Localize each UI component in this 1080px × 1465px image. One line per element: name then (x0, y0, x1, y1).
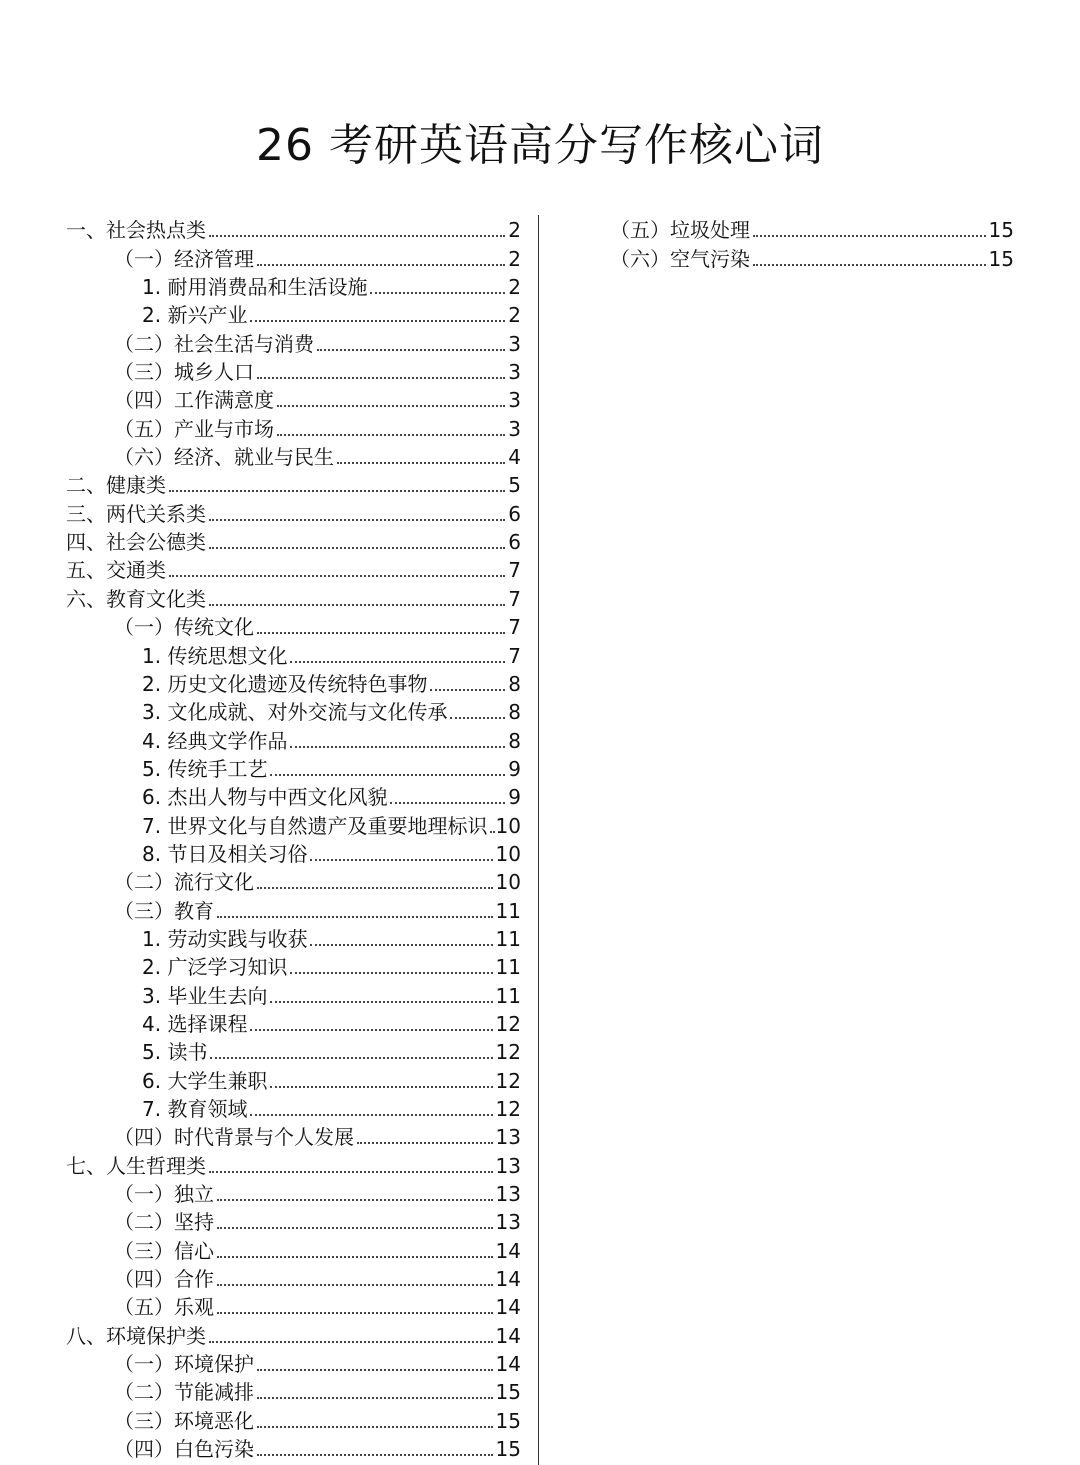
toc-entry[interactable] (66, 386, 521, 414)
toc-entry-page-number: 15 (495, 1437, 521, 1462)
toc-dot-leader (337, 462, 505, 464)
toc-dot-leader (390, 802, 505, 804)
toc-entry-page-number: 10 (495, 813, 521, 838)
toc-entry[interactable] (66, 1321, 521, 1349)
toc-dot-leader (277, 405, 505, 407)
toc-dot-leader (317, 349, 505, 351)
toc-dot-leader (209, 547, 505, 549)
toc-entry-page-number: 12 (495, 1040, 521, 1065)
toc-entry-label: 1. 劳动实践与收获 (142, 926, 308, 951)
toc-dot-leader (257, 264, 505, 266)
toc-entry[interactable] (66, 755, 521, 783)
toc-dot-leader (209, 519, 505, 521)
toc-dot-leader (490, 831, 492, 833)
toc-entry-page-number: 3 (508, 416, 521, 441)
toc-entry-page-number: 12 (495, 1068, 521, 1093)
toc-entry[interactable] (66, 1378, 521, 1406)
toc-entry-label: 二、健康类 (66, 473, 166, 498)
toc-entry-label: （四）合作 (114, 1267, 214, 1292)
toc-dot-leader (290, 972, 492, 974)
toc-entry-page-number: 13 (495, 1153, 521, 1178)
toc-entry-label: （三）城乡人口 (114, 360, 254, 385)
toc-entry-label: （一）独立 (114, 1182, 214, 1207)
toc-dot-leader (270, 774, 505, 776)
toc-entry-label: 一、社会热点类 (66, 218, 206, 243)
toc-entry[interactable] (610, 244, 1014, 272)
toc-dot-leader (250, 1114, 492, 1116)
toc-entry-page-number: 4 (508, 445, 521, 470)
toc-entry[interactable] (66, 273, 521, 301)
toc-entry[interactable] (66, 1066, 521, 1094)
toc-entry-page-number: 6 (508, 530, 521, 555)
toc-dot-leader (257, 1426, 493, 1428)
toc-entry-label: 五、交通类 (66, 558, 166, 583)
toc-entry-page-number: 14 (495, 1267, 521, 1292)
toc-entry[interactable] (66, 528, 521, 556)
toc-dot-leader (257, 377, 505, 379)
toc-dot-leader (209, 1341, 493, 1343)
toc-entry[interactable] (66, 811, 521, 839)
toc-dot-leader (257, 632, 505, 634)
toc-entry-page-number: 6 (508, 501, 521, 526)
toc-dot-leader (450, 717, 505, 719)
page-title: 26 考研英语高分写作核心词 (256, 120, 824, 171)
toc-entry-page-number: 15 (495, 1408, 521, 1433)
toc-dot-leader (257, 1397, 493, 1399)
toc-entry[interactable] (66, 244, 521, 272)
toc-entry[interactable] (66, 329, 521, 357)
toc-entry-page-number: 14 (495, 1352, 521, 1377)
toc-entry[interactable] (66, 556, 521, 584)
toc-entry[interactable] (66, 1435, 521, 1463)
toc-dot-leader (169, 490, 505, 492)
toc-entry[interactable] (66, 698, 521, 726)
toc-entry-page-number: 3 (508, 388, 521, 413)
toc-entry[interactable] (66, 471, 521, 499)
toc-entry[interactable] (66, 925, 521, 953)
toc-dot-leader (753, 235, 986, 237)
toc-entry-label: （二）节能减排 (114, 1380, 254, 1405)
column-divider (538, 215, 539, 1465)
toc-entry-page-number: 12 (495, 1097, 521, 1121)
toc-dot-leader (209, 604, 505, 606)
toc-entry-page-number: 8 (508, 728, 521, 753)
toc-entry[interactable] (66, 896, 521, 924)
toc-entry[interactable] (66, 499, 521, 527)
toc-entry[interactable] (66, 613, 521, 641)
toc-dot-leader (310, 859, 492, 861)
toc-entry-label: （五）产业与市场 (114, 416, 274, 441)
toc-entry-label: 8. 节日及相关习俗 (142, 841, 308, 866)
toc-entry-page-number: 14 (495, 1323, 521, 1348)
toc-entry-label: （四）时代背景与个人发展 (114, 1125, 354, 1150)
toc-entry[interactable] (66, 953, 521, 981)
toc-entry-page-number: 2 (508, 275, 521, 300)
toc-entry-label: 四、社会公德类 (66, 530, 206, 555)
toc-entry-label: 八、环境保护类 (66, 1323, 206, 1348)
toc-entry[interactable] (66, 584, 521, 612)
toc-dot-leader (217, 1227, 493, 1229)
toc-entry[interactable] (66, 1151, 521, 1179)
toc-entry[interactable] (66, 726, 521, 754)
toc-entry-label: 2. 历史文化遗迹及传统特色事物 (142, 671, 428, 696)
toc-entry-page-number: 3 (508, 331, 521, 356)
toc-dot-leader (270, 1001, 492, 1003)
toc-entry[interactable] (66, 1180, 521, 1208)
toc-entry-page-number: 7 (508, 558, 521, 583)
toc-dot-leader (357, 1142, 493, 1144)
toc-entry-label: 3. 文化成就、对外交流与文化传承 (142, 700, 448, 725)
toc-entry[interactable] (66, 1123, 521, 1151)
toc-entry-label: （二）坚持 (114, 1210, 214, 1235)
toc-dot-leader (257, 887, 493, 889)
toc-dot-leader (290, 661, 505, 663)
toc-entry[interactable] (66, 1236, 521, 1264)
toc-entry-page-number: 8 (508, 671, 521, 696)
toc-entry-label: （一）经济管理 (114, 246, 254, 271)
toc-dot-leader (250, 320, 505, 322)
toc-entry-page-number: 11 (495, 983, 521, 1008)
toc-entry-label: 4. 经典文学作品 (142, 728, 288, 753)
toc-entry-label: （三）信心 (114, 1238, 214, 1263)
toc-entry-label: 7. 世界文化与自然遗产及重要地理标识 (142, 813, 488, 838)
toc-dot-leader (290, 746, 505, 748)
toc-dot-leader (270, 1086, 492, 1088)
toc-entry-label: 七、人生哲理类 (66, 1153, 206, 1178)
toc-entry-page-number: 14 (495, 1238, 521, 1263)
toc-entry-label: （一）传统文化 (114, 615, 254, 640)
toc-entry[interactable] (66, 783, 521, 811)
toc-entry[interactable] (66, 1208, 521, 1236)
toc-entry-label: （六）经济、就业与民生 (114, 445, 334, 470)
toc-right-column (610, 216, 1014, 273)
toc-entry-page-number: 7 (508, 586, 521, 611)
toc-entry-page-number: 11 (495, 898, 521, 923)
toc-entry[interactable] (66, 641, 521, 669)
toc-entry-label: 三、两代关系类 (66, 501, 206, 526)
toc-entry[interactable] (66, 1265, 521, 1293)
toc-entry[interactable] (66, 1350, 521, 1378)
toc-entry-page-number: 15 (495, 1380, 521, 1405)
toc-dot-leader (310, 944, 492, 946)
toc-dot-leader (753, 264, 986, 266)
toc-entry[interactable] (66, 358, 521, 386)
toc-dot-leader (217, 1312, 493, 1314)
toc-entry-label: （一）环境保护 (114, 1352, 254, 1377)
toc-entry-label: （四）白色污染 (114, 1437, 254, 1462)
toc-dot-leader (257, 1369, 493, 1371)
toc-entry-label: 5. 传统手工艺 (142, 756, 268, 781)
toc-entry-page-number: 13 (495, 1125, 521, 1150)
toc-entry[interactable] (66, 868, 521, 896)
toc-entry-page-number: 11 (495, 955, 521, 980)
toc-entry[interactable] (66, 1038, 521, 1066)
toc-dot-leader (217, 1199, 493, 1201)
toc-dot-leader (277, 434, 505, 436)
toc-entry-label: （六）空气污染 (610, 246, 750, 271)
toc-entry-page-number: 11 (495, 926, 521, 951)
toc-dot-leader (210, 1057, 492, 1059)
toc-entry[interactable] (66, 1095, 521, 1123)
toc-entry[interactable] (66, 216, 521, 244)
toc-entry-page-number: 8 (508, 700, 521, 725)
toc-entry-page-number: 10 (495, 870, 521, 895)
toc-entry-label: （四）工作满意度 (114, 388, 274, 413)
toc-entry-page-number: 7 (508, 643, 521, 668)
toc-entry-label: 4. 选择课程 (142, 1011, 248, 1036)
toc-dot-leader (209, 235, 505, 237)
toc-entry-label: 7. 教育领域 (142, 1097, 248, 1121)
toc-entry-label: 3. 毕业生去向 (142, 983, 268, 1008)
toc-entry-page-number: 10 (495, 841, 521, 866)
toc-entry-page-number: 5 (508, 473, 521, 498)
toc-entry-label: 六、教育文化类 (66, 586, 206, 611)
toc-entry-page-number: 9 (508, 756, 521, 781)
toc-entry-page-number: 3 (508, 360, 521, 385)
toc-entry-page-number: 15 (988, 246, 1014, 271)
toc-dot-leader (209, 1171, 493, 1173)
toc-entry-label: 5. 读书 (142, 1040, 208, 1065)
toc-entry[interactable] (66, 301, 521, 329)
toc-entry[interactable] (66, 443, 521, 471)
toc-entry-page-number: 15 (988, 218, 1014, 243)
toc-entry-label: 6. 杰出人物与中西文化风貌 (142, 785, 388, 810)
toc-dot-leader (217, 1284, 493, 1286)
toc-entry-page-number: 7 (508, 615, 521, 640)
toc-entry-label: （二）流行文化 (114, 870, 254, 895)
toc-entry-label: 1. 耐用消费品和生活设施 (142, 275, 368, 300)
toc-entry-label: （五）垃圾处理 (610, 218, 750, 243)
toc-entry-label: （三）教育 (114, 898, 214, 923)
toc-entry[interactable] (66, 981, 521, 1009)
toc-dot-leader (217, 916, 493, 918)
toc-entry[interactable] (66, 414, 521, 442)
toc-entry[interactable] (610, 216, 1014, 244)
toc-dot-leader (257, 1454, 493, 1456)
toc-entry[interactable] (66, 1293, 521, 1321)
toc-entry-label: （五）乐观 (114, 1295, 214, 1320)
toc-entry[interactable] (66, 1010, 521, 1038)
toc-entry-page-number: 2 (508, 303, 521, 328)
toc-entry[interactable] (66, 1406, 521, 1434)
toc-entry-label: 1. 传统思想文化 (142, 643, 288, 668)
toc-dot-leader (370, 292, 505, 294)
toc-entry[interactable] (66, 840, 521, 868)
toc-entry-page-number: 12 (495, 1011, 521, 1036)
toc-entry-page-number: 2 (508, 218, 521, 243)
toc-entry-page-number: 14 (495, 1295, 521, 1320)
toc-entry-label: 2. 新兴产业 (142, 303, 248, 328)
toc-entry-page-number: 2 (508, 246, 521, 271)
toc-entry-page-number: 9 (508, 785, 521, 810)
toc-dot-leader (169, 575, 505, 577)
toc-dot-leader (250, 1029, 492, 1031)
toc-entry-label: （三）环境恶化 (114, 1408, 254, 1433)
toc-dot-leader (217, 1256, 493, 1258)
toc-entry-label: 6. 大学生兼职 (142, 1068, 268, 1093)
toc-left-column (66, 216, 521, 1463)
toc-entry-page-number: 13 (495, 1210, 521, 1235)
toc-entry[interactable] (66, 670, 521, 698)
toc-entry-page-number: 13 (495, 1182, 521, 1207)
toc-entry-label: 2. 广泛学习知识 (142, 955, 288, 980)
toc-entry-label: （二）社会生活与消费 (114, 331, 314, 356)
toc-dot-leader (430, 689, 505, 691)
